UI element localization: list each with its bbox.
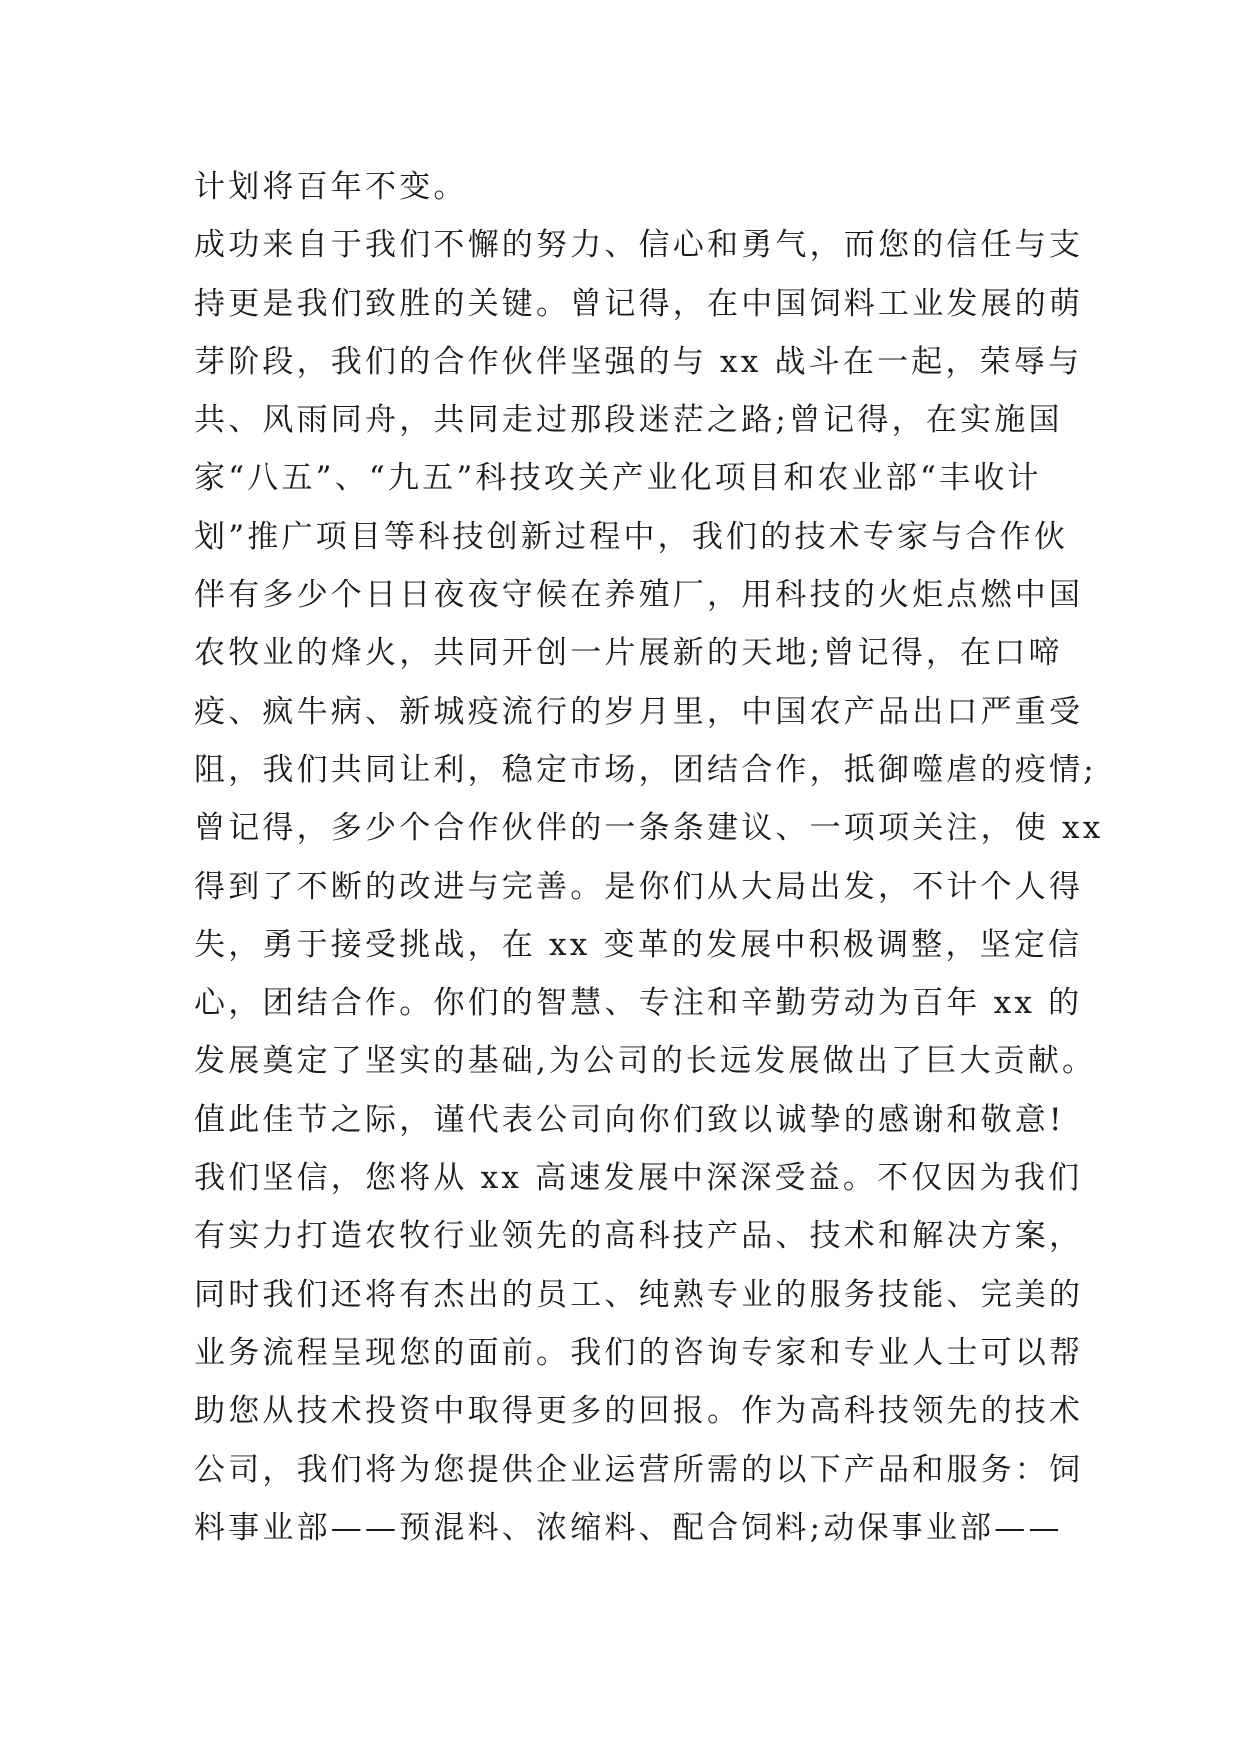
text-line: 划”推广项目等科技创新过程中，我们的技术专家与合作伙	[194, 518, 1069, 555]
text-line: 芽阶段，我们的合作伙伴坚强的与 xx 战斗在一起，荣辱与	[194, 343, 1083, 380]
text-line: 得到了不断的改进与完善。是你们从大局出发，不计个人得	[194, 868, 1084, 905]
text-line: 公司，我们将为您提供企业运营所需的以下产品和服务：饲	[194, 1451, 1084, 1488]
text-line: 心，团结合作。你们的智慧、专注和辛勤劳动为百年 xx 的	[194, 985, 1083, 1022]
text-line: 我们坚信，您将从 xx 高速发展中深深受益。不仅因为我们	[194, 1160, 1083, 1197]
text-line: 计划将百年不变。	[194, 169, 468, 205]
text-line: 值此佳节之际，谨代表公司向你们致以诚挚的感谢和敬意!	[194, 1101, 1065, 1138]
text-line: 同时我们还将有杰出的员工、纯熟专业的服务技能、完美的	[194, 1276, 1084, 1313]
text-line: 料事业部——预混料、浓缩料、配合饲料;动保事业部——	[194, 1509, 1063, 1546]
text-line: 持更是我们致胜的关键。曾记得，在中国饲料工业发展的萌	[194, 285, 1084, 322]
text-line: 失，勇于接受挑战，在 xx 变革的发展中积极调整，坚定信	[194, 926, 1083, 963]
text-line: 有实力打造农牧行业领先的高科技产品、技术和解决方案，	[194, 1218, 1084, 1255]
text-line: 曾记得，多少个合作伙伴的一条条建议、一项项关注，使 xx	[194, 810, 1104, 847]
text-line: 伴有多少个日日夜夜守候在养殖厂，用科技的火炬点燃中国	[194, 577, 1084, 614]
text-line: 农牧业的烽火，共同开创一片展新的天地;曾记得，在口啼	[194, 635, 1063, 672]
text-line: 家“八五”、“九五”科技攻关产业化项目和农业部“丰收计	[194, 460, 1042, 497]
body-text	[194, 158, 1104, 1557]
text-line: 阻，我们共同让利，稳定市场，团结合作，抵御噬虐的疫情;	[194, 751, 1097, 788]
text-line: 发展奠定了坚实的基础,为公司的长远发展做出了巨大贡献。	[194, 1043, 1097, 1080]
text-line: 疫、疯牛病、新城疫流行的岁月里，中国农产品出口严重受	[194, 693, 1084, 730]
text-line: 共、风雨同舟，共同走过那段迷茫之路;曾记得，在实施国	[194, 402, 1063, 439]
text-line: 助您从技术投资中取得更多的回报。作为高科技领先的技术	[194, 1393, 1084, 1430]
text-line: 业务流程呈现您的面前。我们的咨询专家和专业人士可以帮	[194, 1334, 1084, 1371]
text-line: 成功来自于我们不懈的努力、信心和勇气，而您的信任与支	[194, 227, 1084, 264]
